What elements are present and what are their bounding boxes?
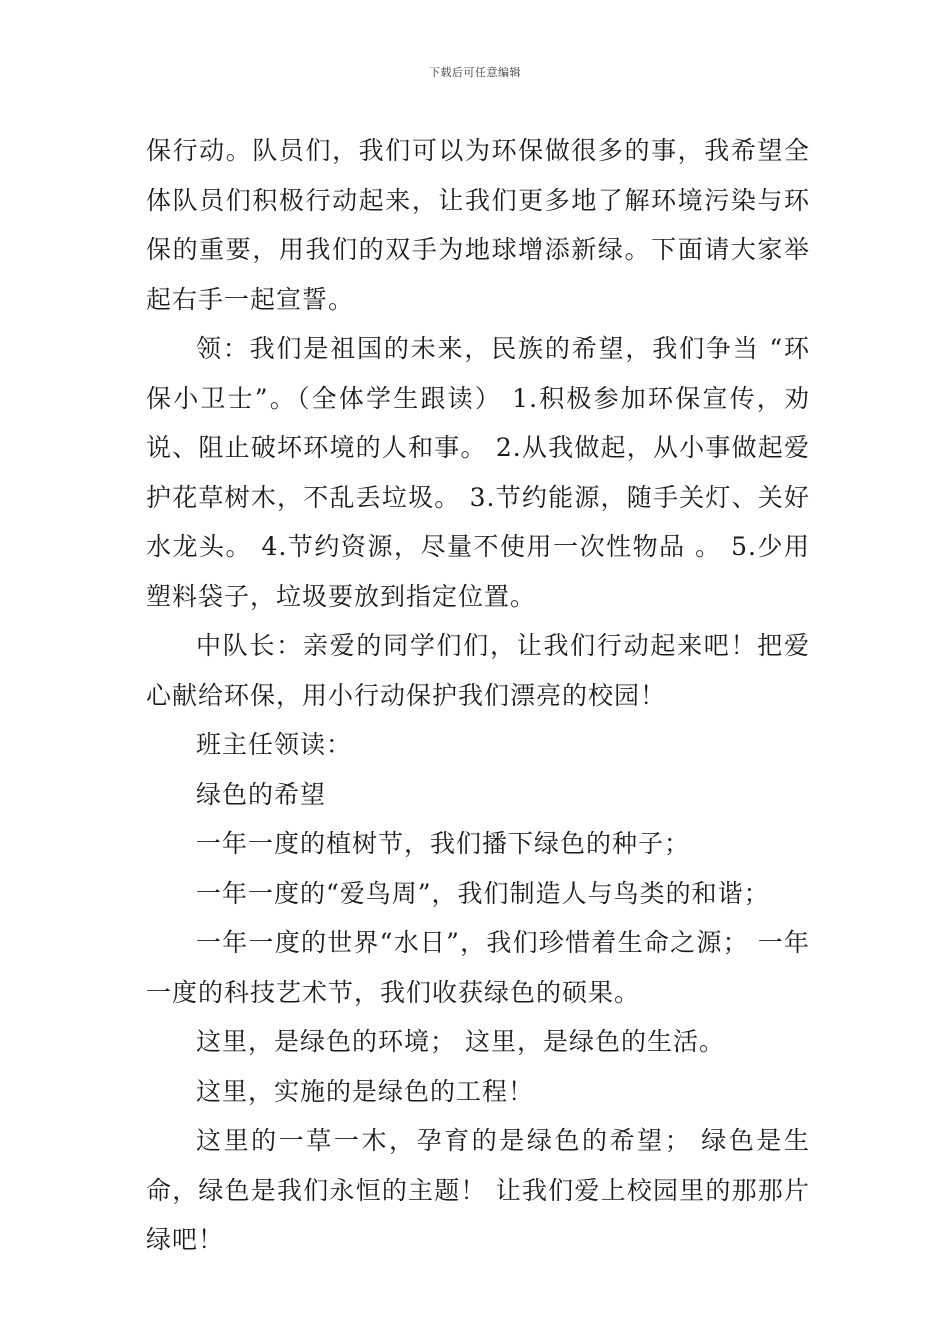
paragraph-1: 保行动。队员们，我们可以为环保做很多的事，我希望全体队员们积极行动起来，让我们更多地了解环境污染与环保的重要，用我们的双手为地球增添新绿。下面请大家举起右手一起宣誓。 (146, 136, 810, 314)
paragraph-7: 一年一度的“爱鸟周”，我们制造人与鸟类的和谐； (196, 878, 770, 908)
paragraph-8: 一年一度的世界“水日”，我们珍惜着生命之源； 一年一度的科技艺术节，我们收获绿色的硕果。 (146, 928, 810, 1007)
paragraph-3: 中队长：亲爱的同学们们，让我们行动起来吧！把爱心献给环保，用小行动保护我们漂亮的校园！ (146, 631, 810, 710)
paragraph-2: 领：我们是祖国的未来，民族的希望，我们争当 “环保小卫士”。（全体学生跟读） 1.积极参加环保宣传，劝说、阻止破坏环境的人和事。 2.从我做起，从小事做起爱护花草树木，不乱丢垃圾。 3.节约能源，随手关灯、关好水龙头。 4.节约资源，尽量不使用一次性物品 。 5.少用塑料袋子，垃圾要放到指定位置。 (146, 334, 810, 611)
paragraph-4: 班主任领读： (196, 730, 353, 759)
paragraph-6: 一年一度的植树节，我们播下绿色的种子； (196, 829, 691, 858)
page-header-note: 下载后可任意编辑 (429, 66, 521, 79)
paragraph-10: 这里，实施的是绿色的工程！ (196, 1076, 535, 1106)
paragraph-9: 这里，是绿色的环境； 这里，是绿色的生活。 (196, 1027, 725, 1056)
paragraph-5-title: 绿色的希望 (196, 779, 327, 809)
paragraph-11: 这里的一草一木，孕育的是绿色的希望； 绿色是生命，绿色是我们永恒的主题！ 让我们爱上校园里的那那片绿吧！ (146, 1126, 810, 1254)
document-body (146, 126, 810, 1265)
